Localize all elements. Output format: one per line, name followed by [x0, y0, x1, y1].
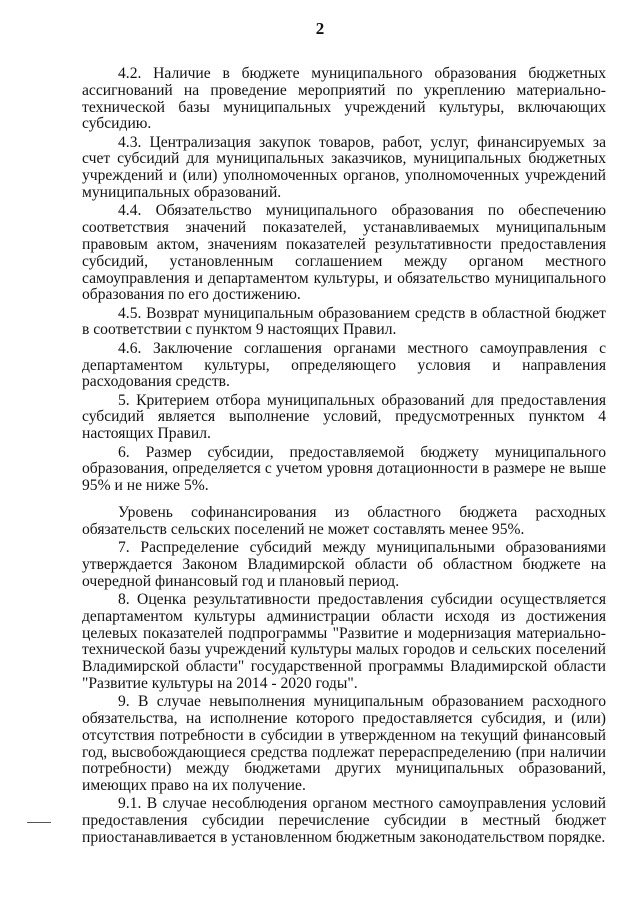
paragraph-4-6: 4.6. Заключение соглашения органами местного самоуправления с департаментом культуры, определяющего условия и направления расходования средств.: [82, 339, 606, 391]
paragraph-4-5: 4.5. Возврат муниципальным образованием средств в областной бюджет в соответствии с пунктом 9 настоящих Правил.: [82, 304, 606, 339]
paragraph-7: 7. Распределение субсидий между муниципальными образованиями утверждается Законом Владимирской области об областном бюджете на очередной финансовый год и плановый период.: [82, 539, 606, 590]
paragraph-5: 5. Критерием отбора муниципальных образований для предоставления субсидий является выполнение условий, предусмотренных пунктом 4 настоящих Правил.: [82, 391, 606, 443]
paragraph-4-3: 4.3. Централизация закупок товаров, работ, услуг, финансируемых за счет субсидий для муниципальных заказчиков, муниципальных бюджетных учреждений и (или) уполномоченных органов, уполномоченных учреждений муниципальных образований.: [82, 133, 606, 202]
margin-mark: [27, 822, 51, 823]
page-number: 2: [315, 19, 325, 38]
paragraph-cofinancing: Уровень софинансирования из областного бюджета расходных обязательств сельских поселений не может составлять менее 95%.: [82, 503, 606, 538]
paragraph-4-4: 4.4. Обязательство муниципального образования по обеспечению соответствия значений показателей, устанавливаемых муниципальным правовым актом, значениям показателей результативности предоставления субсидий, установленным соглашением между органом местного самоуправления и департаментом культуры, и обязательство муниципального образования по его достижению.: [82, 202, 606, 304]
document-body: [82, 66, 606, 848]
paragraph-9-1: 9.1. В случае несоблюдения органом местного самоуправления условий предоставления субсидии перечисление субсидии в местный бюджет приостанавливается в установленном бюджетным законодательством порядке.: [82, 795, 606, 847]
paragraph-6: 6. Размер субсидии, предоставляемой бюджету муниципального образования, определяется с учетом уровня дотационности в размере не выше 95% и не ниже 5%.: [82, 443, 606, 495]
paragraph-8: 8. Оценка результативности предоставления субсидии осуществляется департаментом культуры администрации области исходя из достижения целевых показателей подпрограммы "Развитие и модернизация материально-технической базы учреждений культуры малых городов и сельских поселений Владимирской области" государственной программы Владимирской области "Развитие культуры на 2014 - 2020 годы".: [82, 590, 606, 692]
paragraph-9: 9. В случае невыполнения муниципальным образованием расходного обязательства, на исполнение которого предоставляется субсидия, и (или) отсутствия потребности в субсидии в утвержденном на текущий финансовый год, высвобождающиеся средства подлежат перераспределению (при наличии потребности) между бюджетами других муниципальных образований, имеющих право на их получение.: [82, 693, 606, 795]
paragraph-4-2: 4.2. Наличие в бюджете муниципального образования бюджетных ассигнований на проведение мероприятий по укреплению материально-технической базы муниципальных учреждений культуры, включающих субсидию.: [82, 65, 606, 133]
